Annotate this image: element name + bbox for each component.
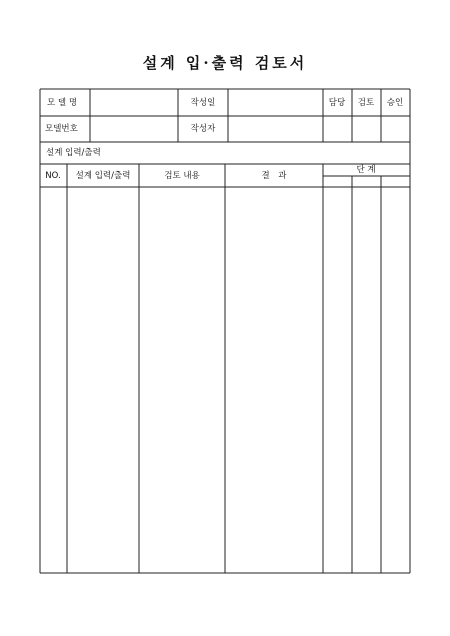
author-label: 작성자 bbox=[190, 124, 216, 134]
column-header-no: NO. bbox=[45, 171, 61, 181]
approval-review-label: 검토 bbox=[357, 98, 375, 108]
column-header-result: 결 과 bbox=[261, 171, 287, 181]
created-date-label: 작성일 bbox=[190, 98, 216, 108]
column-header-review-content: 검토 내용 bbox=[164, 171, 200, 181]
model-name-label: 모 델 명 bbox=[47, 98, 78, 108]
model-number-label: 모델번호 bbox=[45, 124, 78, 134]
approval-approve-label: 승인 bbox=[386, 98, 404, 108]
column-header-design-io: 설계 입력/출력 bbox=[75, 171, 131, 181]
document-title: 설계 입·출력 검토서 bbox=[142, 54, 308, 72]
approval-in-charge-label: 담당 bbox=[328, 98, 346, 108]
column-header-stage: 단 계 bbox=[356, 165, 376, 175]
section-label: 설계 입력/출력 bbox=[46, 148, 101, 158]
